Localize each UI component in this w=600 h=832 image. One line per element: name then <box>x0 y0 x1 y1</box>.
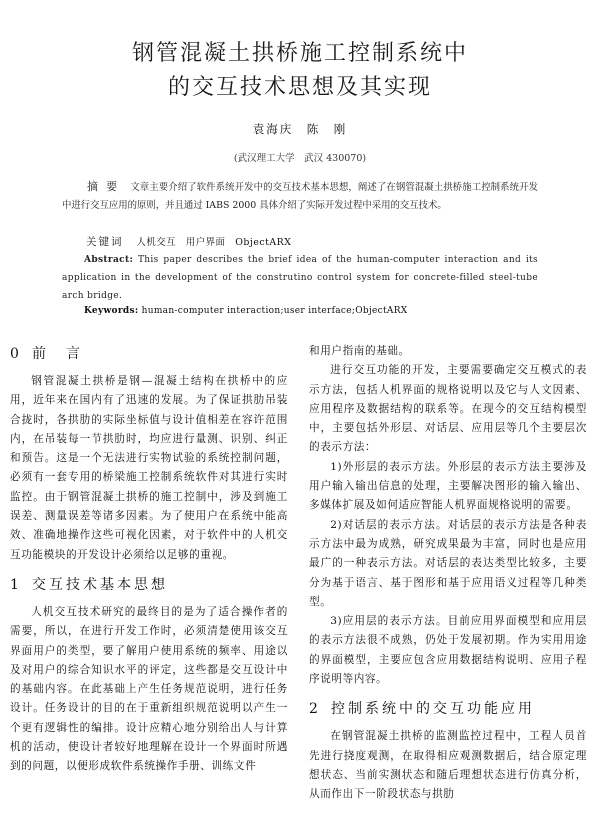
paper-title-line-1: 钢管混凝土拱桥施工控制系统中 <box>131 41 468 66</box>
section-title-2: 控制系统中的交互功能应用 <box>331 701 535 718</box>
continued-paragraph: 和用户指南的基础。 <box>309 345 410 357</box>
abstract-en-text: This paper describes the brief idea of the human-computer interaction and its application in the development of the construtino control system for concrete-filled steel-tube arch bridge. <box>62 255 538 301</box>
section-1-paragraph: 人机交互技术研究的最终目的是为了适合操作者的需要，所以，在进行开发工作时，必须清楚使用该交互界面用户的类型，要了解用户使用系统的频率、用途以及对用户的综合知识水平的评定，这些都是交互设计中的基础内容。在此基础上产生任务规范说明，进行任务设计。任务设计的目的在于重新组织规范说明以产生一个更有逻辑性的编排。设计应精心地分别给出人与计算机的活动，使设计者较好地理解在设计一个界面时所遇到的问题，以便形成软件系统操作手册、训练文件 <box>10 605 288 773</box>
section-heading-1 <box>10 573 288 597</box>
abstract-en <box>62 252 538 305</box>
section-number-2: 2 <box>309 701 318 718</box>
keywords-cn-label: 关键词 <box>86 236 124 248</box>
section-heading-2 <box>309 697 587 721</box>
authors: 袁海庆 陈 刚 <box>252 122 348 136</box>
keywords-en-value: human-computer interaction;user interface;ObjectARX <box>141 306 408 316</box>
section-heading-0 <box>10 342 288 366</box>
keywords-cn <box>86 234 291 249</box>
section-title-1: 交互技术基本思想 <box>32 576 168 593</box>
abstract-cn <box>62 178 538 214</box>
right-column <box>309 342 587 805</box>
keywords-en-label: Keywords: <box>84 306 139 316</box>
section-number-0: 0 <box>10 346 19 362</box>
keywords-cn-value: 人机交互 用户界面 ObjectARX <box>136 237 292 248</box>
abstract-en-label: Abstract: <box>84 255 134 265</box>
abstract-cn-label: 摘要 <box>87 180 126 193</box>
dialog-layer-paragraph: 2)对话层的表示方法。对话层的表示方法是各种表示方法中最为成熟，研究成果最为丰富，同时也是应用最广的一种表示方法。对话层的表达类型比较多，主要分为基于语言、基于图形和基于应用语义过程等几种类型。 <box>309 518 587 608</box>
intro-paragraph: 钢管混凝土拱桥是钢—混凝土结构在拱桥中的应用，近年来在国内有了迅速的发展。为了保证拱肋吊装合拢时，各拱肋的实际坐标值与设计值相差在容许范围内，在吊装每一节拱肋时，均应进行量测、识别、纠正和预告。这是一个无法进行实物试验的系统控制问题，必须有一套专用的桥梁施工控制系统软件对其进行实时监控。由于钢管混凝土拱桥的施工控制中，涉及到施工误差、测量误差等诸多因素。为了使用户在系统中能高效、准确地操作这些可视化因素，对于软件中的人机交互功能模块的开发设计必须给以足够的重视。 <box>10 375 288 561</box>
keywords-en <box>84 306 408 316</box>
section-2-paragraph: 在钢管混凝土拱桥的监测监控过程中，工程人员首先进行挠度观测，在取得相应观测数据后，结合原定理想状态、当前实测状态和随后理想状态进行仿真分析，从而作出下一阶段状态与拱肋 <box>309 730 587 801</box>
section-title-0: 前 言 <box>32 346 83 362</box>
application-layer-paragraph: 3)应用层的表示方法。目前应用界面模型和应用层的表示方法很不成熟，仍处于发展初期。作为实用用途的界面模型，主要应包含应用数据结构说明、应用子程序说明等内容。 <box>309 615 587 686</box>
paper-title-line-2: 的交互技术思想及其实现 <box>167 75 432 100</box>
interaction-model-paragraph: 进行交互功能的开发，主要需要确定交互模式的表示方法，包括人机界面的规格说明以及它与人文因素、应用程序及数据结构的联系等。在现今的交互结构模型中，主要包括外形层、对话层、应用层等几个主要层次的表示方法： <box>309 364 587 454</box>
left-column <box>10 342 288 777</box>
affiliation: (武汉理工大学 武汉 430070) <box>233 153 367 164</box>
appearance-layer-paragraph: 1)外形层的表示方法。外形层的表示方法主要涉及用户输入输出信息的处理，主要解决图形的输入输出、多媒体扩展及如何适应智能人机界面规格说明的需要。 <box>309 460 587 512</box>
section-number-1: 1 <box>10 576 19 593</box>
abstract-cn-text: 文章主要介绍了软件系统开发中的交互技术基本思想，阐述了在钢管混凝土拱桥施工控制系统开发中进行交互应用的原则，并且通过 IABS 2000 具体介绍了实际开发过程中采用的交互技术。 <box>62 182 538 211</box>
